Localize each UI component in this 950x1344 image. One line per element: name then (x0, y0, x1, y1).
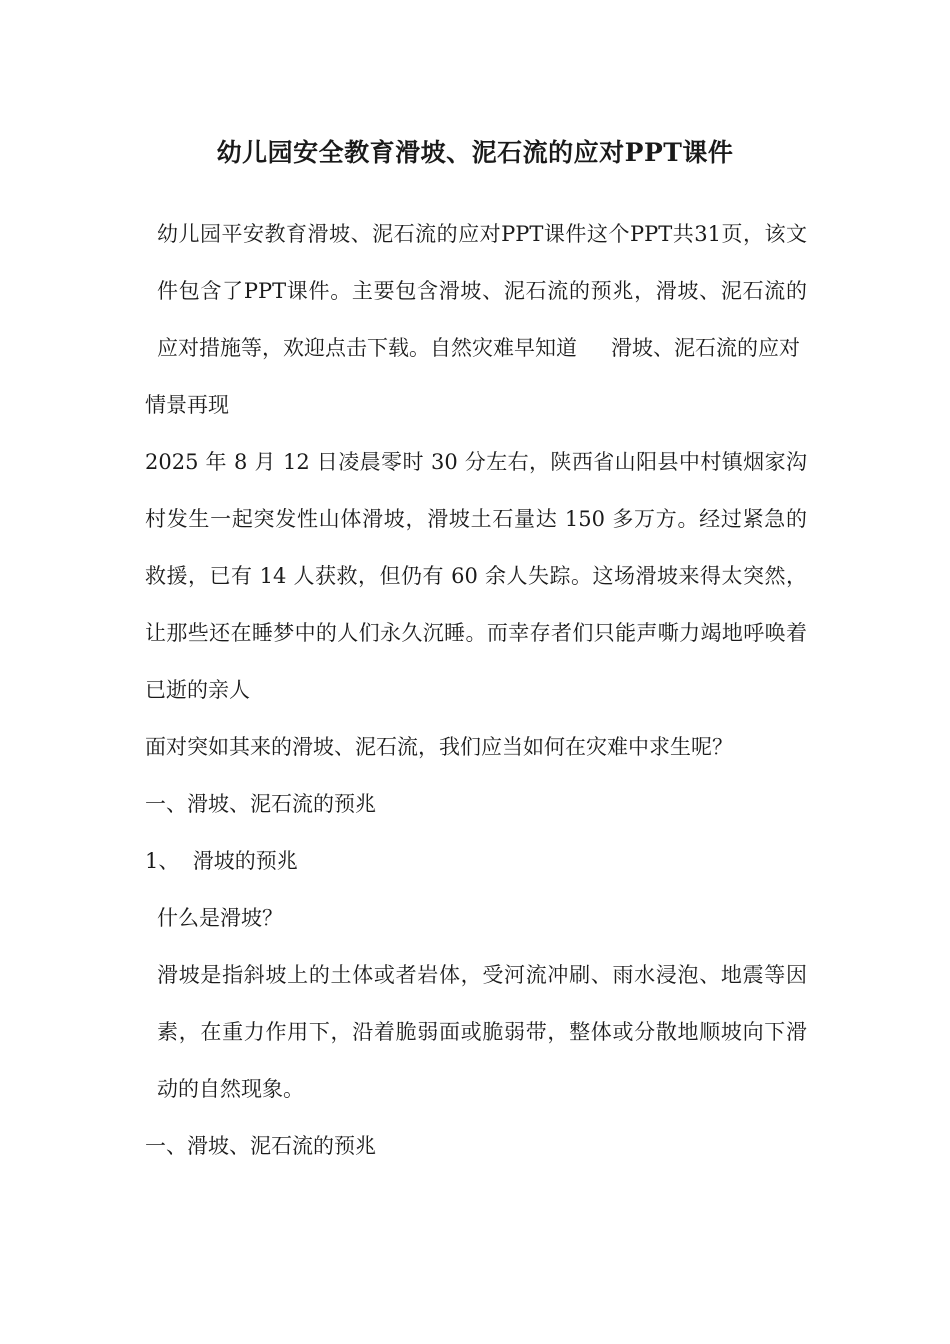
intro-subtitle: 滑坡、泥石流的应对 (611, 336, 800, 360)
intro-paragraph (145, 206, 807, 377)
section-heading-repeat: 一、滑坡、泥石流的预兆 (145, 1134, 376, 1158)
definition-paragraph: 滑坡是指斜坡上的土体或者岩体，受河流冲刷、雨水浸泡、地震等因素，在重力作用下，沿着脆弱面或脆弱带，整体或分散地顺坡向下滑动的自然现象。 (157, 963, 807, 1101)
subsection-heading: 1、 滑坡的预兆 (145, 849, 298, 873)
scene-paragraph: 2025 年 8 月 12 日凌晨零时 30 分左右，陕西省山阳县中村镇烟家沟村发生一起突发性山体滑坡，滑坡土石量达 150 多万方。经过紧急的救援，已有 14 人获救，但仍有 60 余人失踪。这场滑坡来得太突然，让那些还在睡梦中的人们永久沉睡。而幸存者们只能声嘶力竭地呼唤着已逝的亲人 (145, 450, 807, 702)
intro-text: 幼儿园平安教育滑坡、泥石流的应对PPT课件这个PPT共31页，该文件包含了PPT课件。主要包含滑坡、泥石流的预兆，滑坡、泥石流的应对措施等，欢迎点击下载。自然灾难早知道 (157, 222, 807, 360)
document-title: 幼儿园安全教育滑坡、泥石流的应对PPT课件 (216, 138, 734, 167)
document-body (145, 206, 807, 1175)
question-paragraph: 面对突如其来的滑坡、泥石流，我们应当如何在灾难中求生呢？ (145, 735, 733, 759)
section-heading: 一、滑坡、泥石流的预兆 (145, 792, 376, 816)
what-is-question: 什么是滑坡？ (157, 906, 283, 930)
scene-heading: 情景再现 (145, 393, 229, 417)
